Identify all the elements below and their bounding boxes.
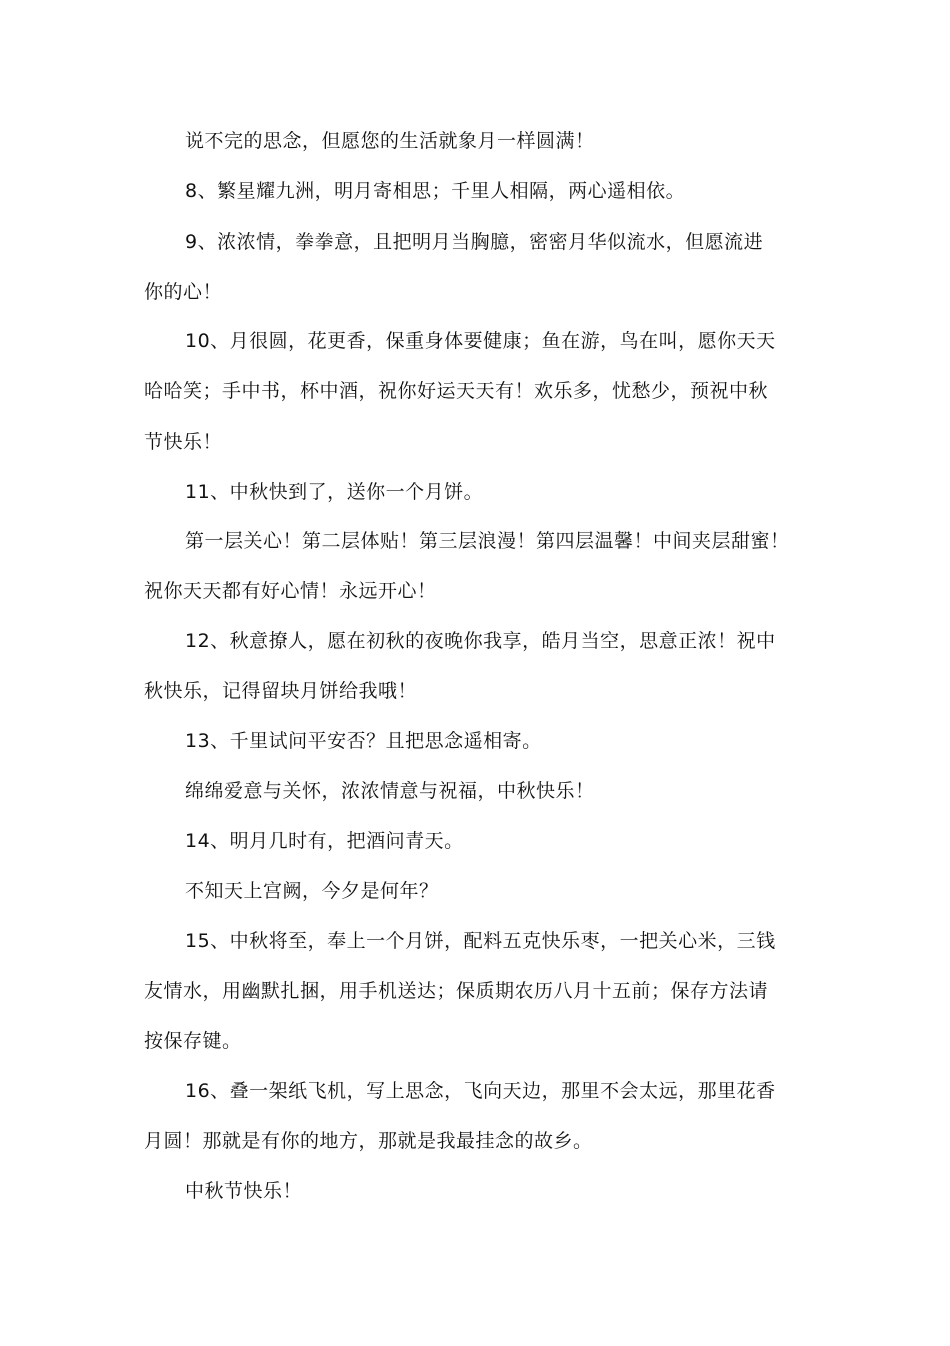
text-line: 友情水，用幽默扎捆，用手机送达；保质期农历八月十五前；保存方法请 [144,980,769,1002]
text-line: 月圆！那就是有你的地方，那就是我最挂念的故乡。 [144,1130,593,1152]
text-line: 祝你天天都有好心情！永远开心！ [144,580,437,602]
text-line: 你的心！ [144,281,223,303]
text-line: 哈哈笑；手中书，杯中酒，祝你好运天天有！欢乐多，忧愁少，预祝中秋 [144,380,769,402]
text-line: 不知天上宫阙，今夕是何年？ [185,880,439,902]
text-line: 第一层关心！第二层体贴！第三层浪漫！第四层温馨！中间夹层甜蜜！ [185,530,790,552]
text-line: 15、中秋将至，奉上一个月饼，配料五克快乐枣，一把关心米，三钱 [185,930,776,952]
text-line: 节快乐！ [144,431,223,453]
text-line: 绵绵爱意与关怀，浓浓情意与祝福，中秋快乐！ [185,780,595,802]
text-line: 12、秋意撩人，愿在初秋的夜晚你我享，皓月当空，思意正浓！祝中 [185,630,776,652]
text-line: 8、繁星耀九洲，明月寄相思；千里人相隔，两心遥相依。 [185,180,686,202]
text-line: 10、月很圆，花更香，保重身体要健康；鱼在游，鸟在叫，愿你天天 [185,330,776,352]
text-line: 按保存键。 [144,1030,242,1052]
text-line: 14、明月几时有，把酒问青天。 [185,830,464,852]
text-line: 秋快乐，记得留块月饼给我哦！ [144,680,418,702]
text-line: 16、叠一架纸飞机，写上思念，飞向天边，那里不会太远，那里花香 [185,1080,776,1102]
text-line: 9、浓浓情，拳拳意，且把明月当胸臆，密密月华似流水，但愿流进 [185,231,764,253]
text-line: 11、中秋快到了，送你一个月饼。 [185,481,484,503]
text-line: 说不完的思念，但愿您的生活就象月一样圆满！ [185,130,595,152]
text-line: 13、千里试问平安否？且把思念遥相寄。 [185,730,542,752]
text-line: 中秋节快乐！ [185,1180,303,1202]
